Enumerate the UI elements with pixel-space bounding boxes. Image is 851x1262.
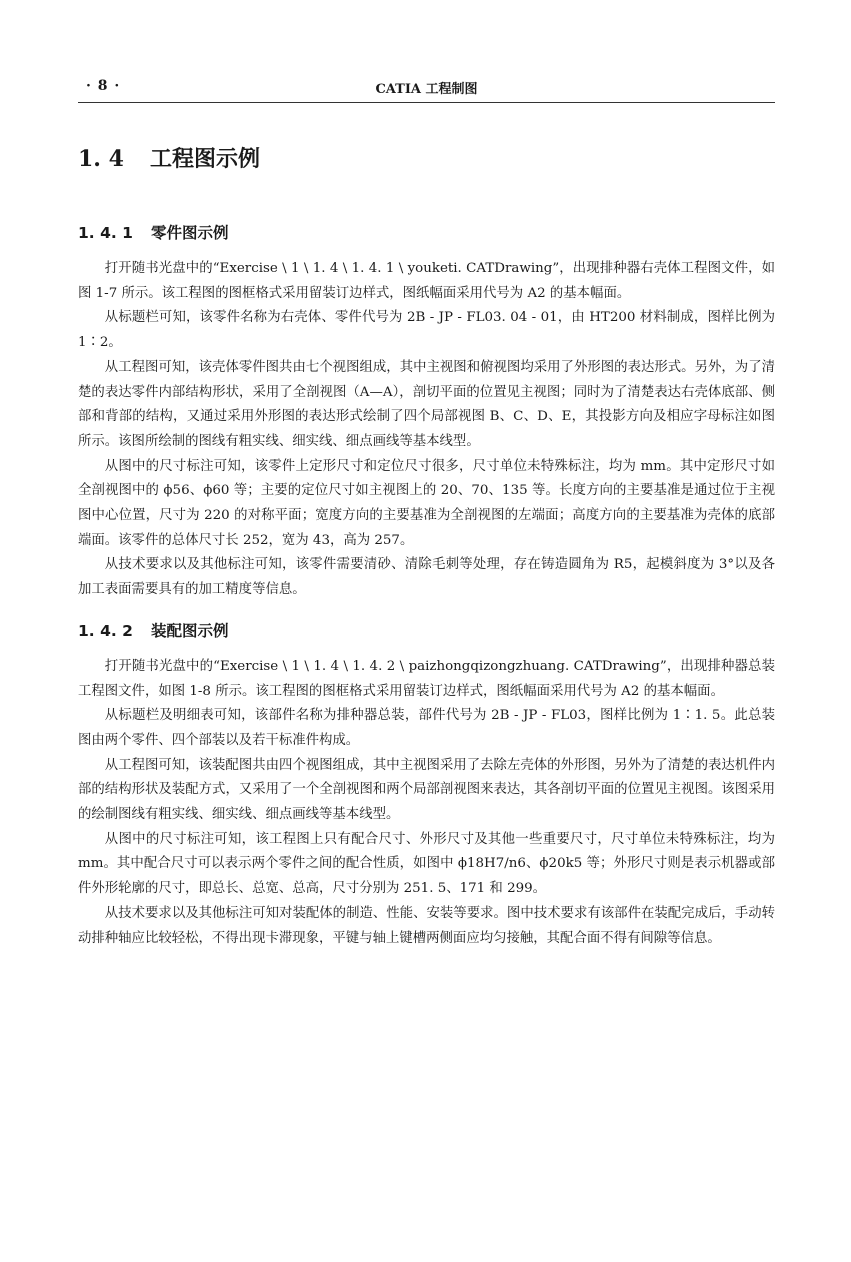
paragraph: 从标题栏及明细表可知，该部件名称为排种器总装，部件代号为 2B - JP - FL03，图样比例为 1∶1. 5。此总装图由两个零件、四个部装以及若干标准件构成。	[78, 708, 775, 748]
subsection-number: 1. 4. 2	[78, 621, 133, 640]
page-number: · 8 ·	[86, 78, 121, 94]
subsection-title: 装配图示例	[150, 621, 229, 640]
subsection-heading-2	[78, 619, 775, 641]
paragraph: 从标题栏可知，该零件名称为右壳体、零件代号为 2B - JP - FL03. 04 - 01，由 HT200 材料制成，图样比例为 1∶2。	[78, 310, 775, 351]
subsection-number: 1. 4. 1	[78, 224, 133, 242]
book-title: CATIA 工程制图	[375, 82, 478, 97]
paragraph: 打开随书光盘中的“Exercise \ 1 \ 1. 4 \ 1. 4. 2 \ paizhongqizongzhuang. CATDrawing”，出现排种器总装工程图文件，如图 1-8 所示。该工程图的图框格式采用留装订边样式，图纸幅面采用代号为 A2 的基本幅面。	[78, 658, 775, 699]
running-header	[78, 72, 775, 103]
paragraph: 从图中的尺寸标注可知，该工程图上只有配合尺寸、外形尺寸及其他一些重要尺寸，尺寸单位未特殊标注，均为 mm。其中配合尺寸可以表示两个零件之间的配合性质，如图中 ϕ18H7/n6、ϕ20k5 等；外形尺寸则是表示机器或部件外形轮廓的尺寸，即总长、总宽、总高，尺寸分别为 251. 5、171 和 299。	[78, 831, 775, 897]
subsection-title: 零件图示例	[150, 224, 229, 242]
paragraph: 从技术要求以及其他标注可知，该零件需要清砂、清除毛刺等处理，存在铸造圆角为 R5，起模斜度为 3°以及各加工表面需要具有的加工精度等信息。	[78, 557, 775, 598]
subsection-heading-1	[78, 221, 775, 243]
section-title: 工程图示例	[149, 146, 260, 172]
paragraph: 从图中的尺寸标注可知，该零件上定形尺寸和定位尺寸很多，尺寸单位未特殊标注，均为 mm。其中定形尺寸如全剖视图中的 ϕ56、ϕ60 等；主要的定位尺寸如主视图上的 20、70、135 等。长度方向的主要基准是通过位于主视图中心位置，尺寸为 220 的对称平面；宽度方向的主要基准为全剖视图的左端面；高度方向的主要基准为壳体的底部端面。该零件的总体尺寸长 252，宽为 43，高为 257。	[78, 458, 775, 548]
paragraph: 从工程图可知，该壳体零件图共由七个视图组成，其中主视图和俯视图均采用了外形图的表达形式。另外，为了清楚的表达零件内部结构形状，采用了全剖视图（A—A），剖切平面的位置见主视图；同时为了清楚表达右壳体底部、侧部和背部的结构，又通过采用外形图的表达形式绘制了四个局部视图 B、C、D、E，其投影方向及相应字母标注如图所示。该图所绘制的图线有粗实线、细实线、细点画线等基本线型。	[78, 359, 775, 449]
paragraph: 从工程图可知，该装配图共由四个视图组成，其中主视图采用了去除左壳体的外形图，另外为了清楚的表达机件内部的结构形状及装配方式，又采用了一个全剖视图和两个局部剖视图来表达，其各剖切平面的位置见主视图。该图采用的绘制图线有粗实线、细实线、细点画线等基本线型。	[78, 757, 775, 823]
section-heading	[78, 142, 775, 173]
page-content	[78, 142, 775, 951]
section-number: 1. 4	[78, 146, 124, 172]
paragraph: 从技术要求以及其他标注可知对装配体的制造、性能、安装等要求。图中技术要求有该部件在装配完成后，手动转动排种轴应比较轻松，不得出现卡滞现象，平键与轴上键槽两侧面应均匀接触，其配合面不得有间隙等信息。	[78, 905, 775, 946]
paragraph: 打开随书光盘中的“Exercise \ 1 \ 1. 4 \ 1. 4. 1 \ youketi. CATDrawing”，出现排种器右壳体工程图文件，如图 1-7 所示。该工程图的图框格式采用留装订边样式，图纸幅面采用代号为 A2 的基本幅面。	[78, 261, 775, 301]
